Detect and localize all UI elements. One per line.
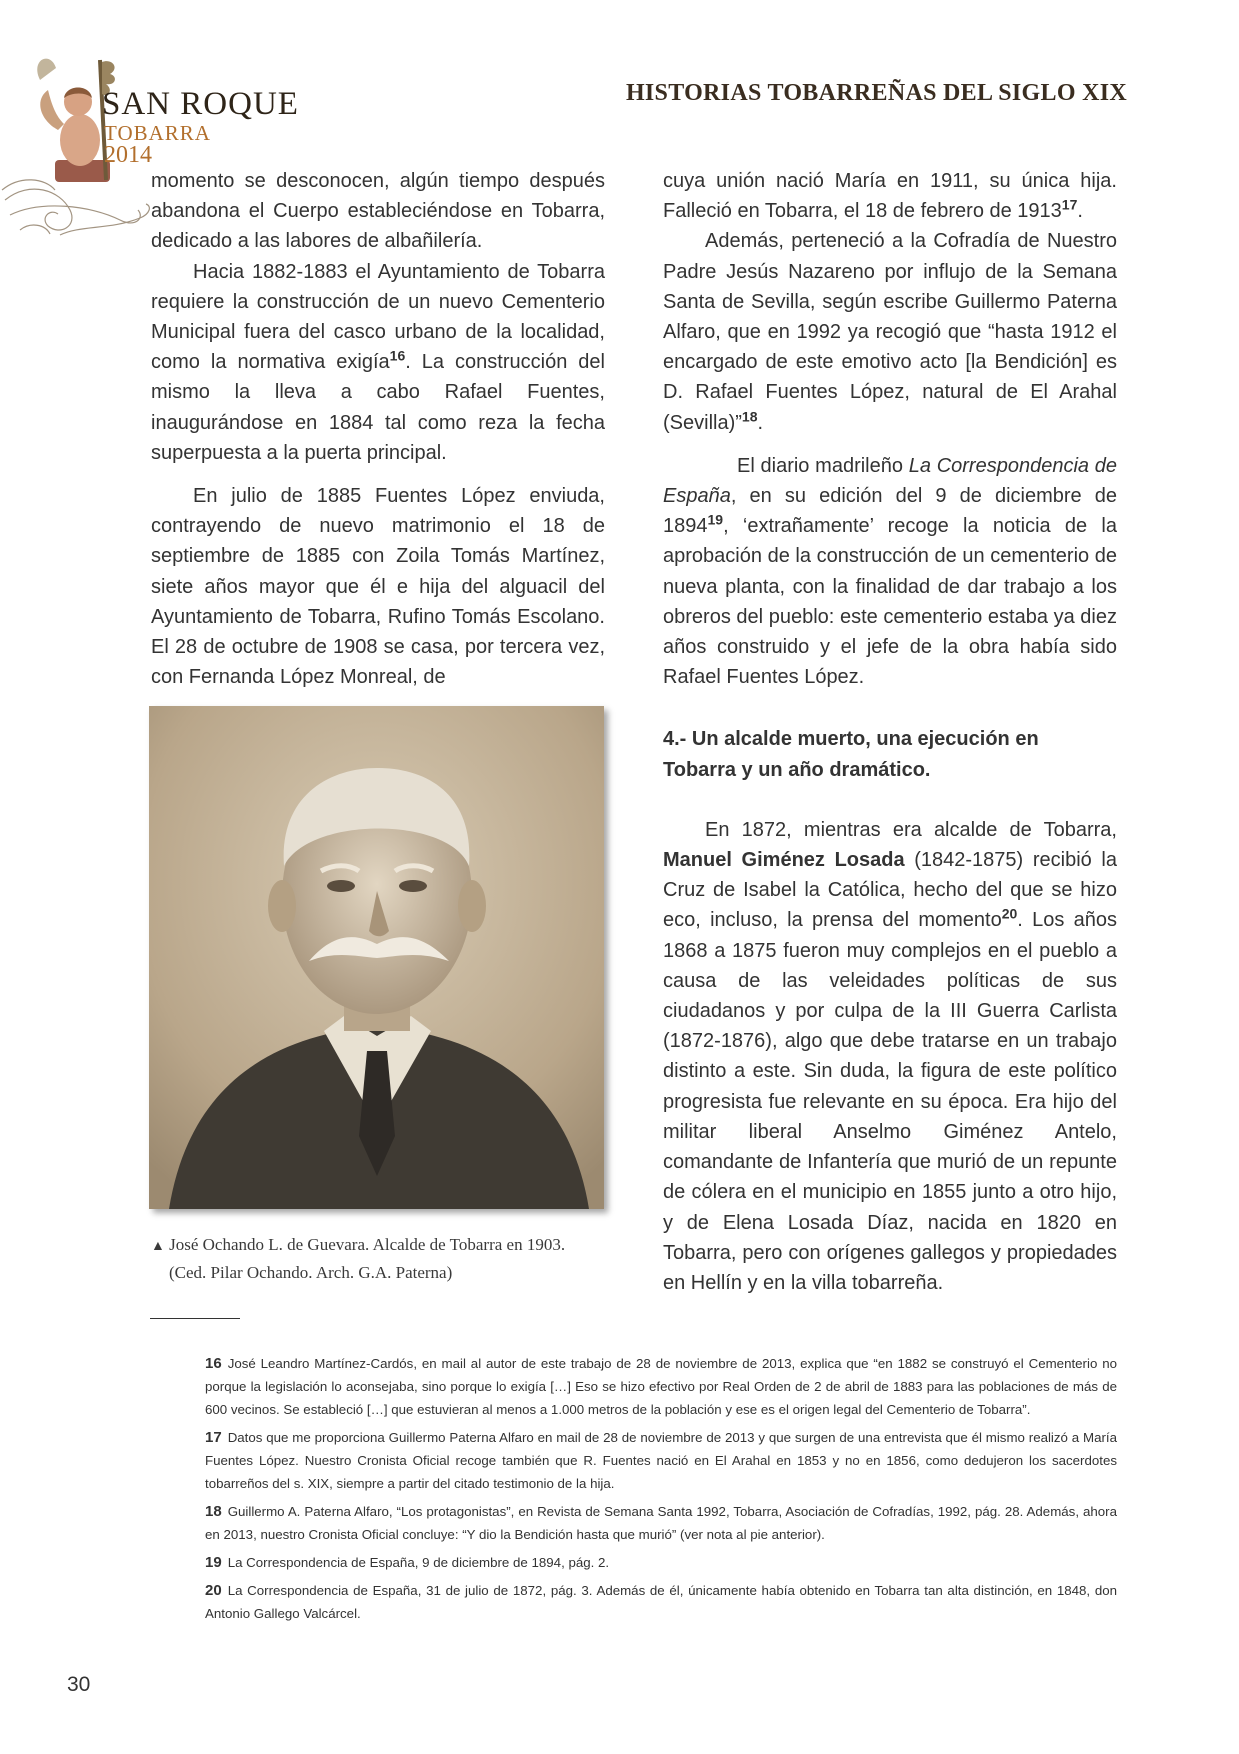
footnote-divider <box>150 1318 240 1319</box>
footnote-number: 20 <box>205 1582 222 1599</box>
portrait-photo <box>149 706 604 1209</box>
caption-line: José Ochando L. de Guevara. Alcalde de Tobarra en 1903. <box>169 1235 566 1254</box>
footnote-ref-16[interactable]: 16 <box>389 347 406 364</box>
text-run: . La construcción del mismo la lleva a cabo Rafael Fuentes, inaugurándose en 1884 tal como reza la fecha superpuesta a la puerta principal. <box>151 351 606 464</box>
text-run: Además, perteneció a la Cofradía de Nuestro Padre Jesús Nazareno por influjo de la Semana Santa de Sevilla, según escribe Guillermo Paterna Alfaro, que en 1992 ya recogió que “hasta 1912 el encargado de este emotivo acto [la Bendición] es D. Rafael Fuentes López, natural de El Arahal (Sevilla)” <box>663 230 1117 434</box>
text-run: , ‘extrañamente’ recoge la noticia de la aprobación de la construcción de un cementerio de nueva planta, con la finalidad de dar trabajo a los obreros del pueblo: este cementerio estaba ya diez años construido y el jefe de la obra había sido Rafael Fuentes López. <box>663 515 1117 689</box>
right-column <box>663 166 1117 1298</box>
text-run: En 1872, mientras era alcalde de Tobarra, <box>705 818 1117 841</box>
brand-year: 2014 <box>104 142 152 168</box>
footnote <box>205 1579 1117 1625</box>
paragraph <box>663 451 1117 693</box>
footnote-number: 17 <box>205 1429 222 1446</box>
text-run: El diario madrileño <box>737 454 909 477</box>
footnote <box>205 1551 1117 1574</box>
brand-subtitle: TOBARRA <box>104 121 211 145</box>
left-column <box>151 166 605 692</box>
footnote <box>205 1500 1117 1546</box>
text-run: . Los años 1868 a 1875 fueron muy complejos en el pueblo a causa de las veleidades políticas de sus ciudadanos y por culpa de la III Guerra Carlista (1872-1876), algo que debe tratarse en un trabajo distinto a este. Sin duda, la figura de este político progresista fue relevante en su época. Era hijo del militar liberal Anselmo Giménez Antelo, comandante de Infantería que murió de un repunte de cólera en el municipio en 1855 junto a otro hijo, y de Elena Losada Díaz, nacida en 1820 en Tobarra, pero con orígenes gallegos y propiedades en Hellín y en la villa tobarreña. <box>663 909 1117 1294</box>
paragraph: momento se desconocen, algún tiempo después abandona el Cuerpo estableciéndose en Tobarra, dedicado a las labores de albañilería. <box>151 170 605 253</box>
footnote <box>205 1426 1117 1495</box>
text-run: . <box>1077 200 1083 223</box>
paragraph <box>663 815 1117 1298</box>
footnote-number: 19 <box>205 1554 222 1571</box>
paragraph <box>663 166 1117 226</box>
footnote-text: Guillermo A. Paterna Alfaro, “Los protagonistas”, en Revista de Semana Santa 1992, Tobarra, Asociación de Cofradías, 1992, pág. 28. Además, ahora en 2013, nuestro Cronista Oficial concluye: “Y dio la Bendición hasta que murió” (ver nota al pie anterior). <box>205 1504 1117 1542</box>
running-head: HISTORIAS TOBARREÑAS DEL SIGLO XIX <box>625 80 1127 106</box>
text-run: , en su edición del 9 de diciembre de 1894 <box>663 485 1117 538</box>
text-run: cuya unión nació María en 1911, su única hija. Falleció en Tobarra, el 18 de febrero de 1913 <box>663 170 1117 223</box>
footnote-ref-18[interactable]: 18 <box>741 407 758 424</box>
section-heading: 4.- Un alcalde muerto, una ejecución en Tobarra y un año dramático. <box>663 728 1039 781</box>
footnote-text: La Correspondencia de España, 31 de julio de 1872, pág. 3. Además de él, únicamente había obtenido en Tobarra tan alta distinción, en 1848, don Antonio Gallego Valcárcel. <box>205 1583 1117 1621</box>
brand-title: SAN ROQUE <box>102 86 299 122</box>
footnote <box>205 1352 1117 1421</box>
text-run: Hacia 1882-1883 el Ayuntamiento de Tobarra requiere la construcción de un nuevo Cementerio Municipal fuera del casco urbano de la localidad, como la normativa exigía <box>151 260 605 374</box>
paragraph <box>151 257 605 468</box>
footnote-ref-19[interactable]: 19 <box>707 511 724 528</box>
footnote-text: La Correspondencia de España, 9 de diciembre de 1894, pág. 2. <box>227 1555 610 1570</box>
photo-caption <box>151 1232 565 1286</box>
newspaper-title: La Correspondencia de España <box>663 454 1117 508</box>
text-run: . <box>757 411 764 434</box>
footnote-text: José Leandro Martínez-Cardós, en mail al autor de este trabajo de 28 de noviembre de 2013, explica que “en 1882 se construyó el Cementerio no porque la legislación lo aconsejaba, sino porque lo exigía […] Eso se hizo efectivo por Real Orden de 2 de abril de 1883 para las poblaciones de más de 600 vecinos. Se estableció […] que estuvieran al menos a 1.000 metros de la población y ese es el origen legal del Cementerio de Tobarra”. <box>205 1356 1117 1417</box>
footnote-ref-20[interactable]: 20 <box>1001 905 1018 922</box>
text-run: (1842-1875) recibió la Cruz de Isabel la Católica, hecho del que se hizo eco, incluso, la prensa del momento <box>663 849 1118 932</box>
caption-triangle-icon: ▲ <box>151 1239 165 1254</box>
footnote-ref-17[interactable]: 17 <box>1061 196 1078 213</box>
footnote-number: 16 <box>205 1355 222 1372</box>
person-name: Manuel Giménez Losada <box>663 849 905 872</box>
footnote-number: 18 <box>205 1503 222 1520</box>
footnotes <box>205 1352 1117 1630</box>
caption-line: (Ced. Pilar Ochando. Arch. G.A. Paterna) <box>169 1263 453 1282</box>
paragraph: En julio de 1885 Fuentes López enviuda, contrayendo de nuevo matrimonio el 18 de septiembre de 1885 con Zoila Tomás Martínez, siete años mayor que él e hija del alguacil del Ayuntamiento de Tobarra, Rufino Tomás Escolano. El 28 de octubre de 1908 se casa, por tercera vez, con Fernanda López Monreal, de <box>151 485 605 689</box>
paragraph <box>663 226 1117 437</box>
footnote-text: Datos que me proporciona Guillermo Paterna Alfaro en mail de 28 de noviembre de 2013 y que surgen de una entrevista que él mismo realizó a María Fuentes López. Nuestro Cronista Oficial recoge también que R. Fuentes nació en El Arahal en 1853 y no en 1856, como dedujeron los sacerdotes tobarreños del s. XIX, siempre a partir del citado testimonio de la hija. <box>205 1430 1117 1491</box>
page-number: 30 <box>67 1673 91 1696</box>
